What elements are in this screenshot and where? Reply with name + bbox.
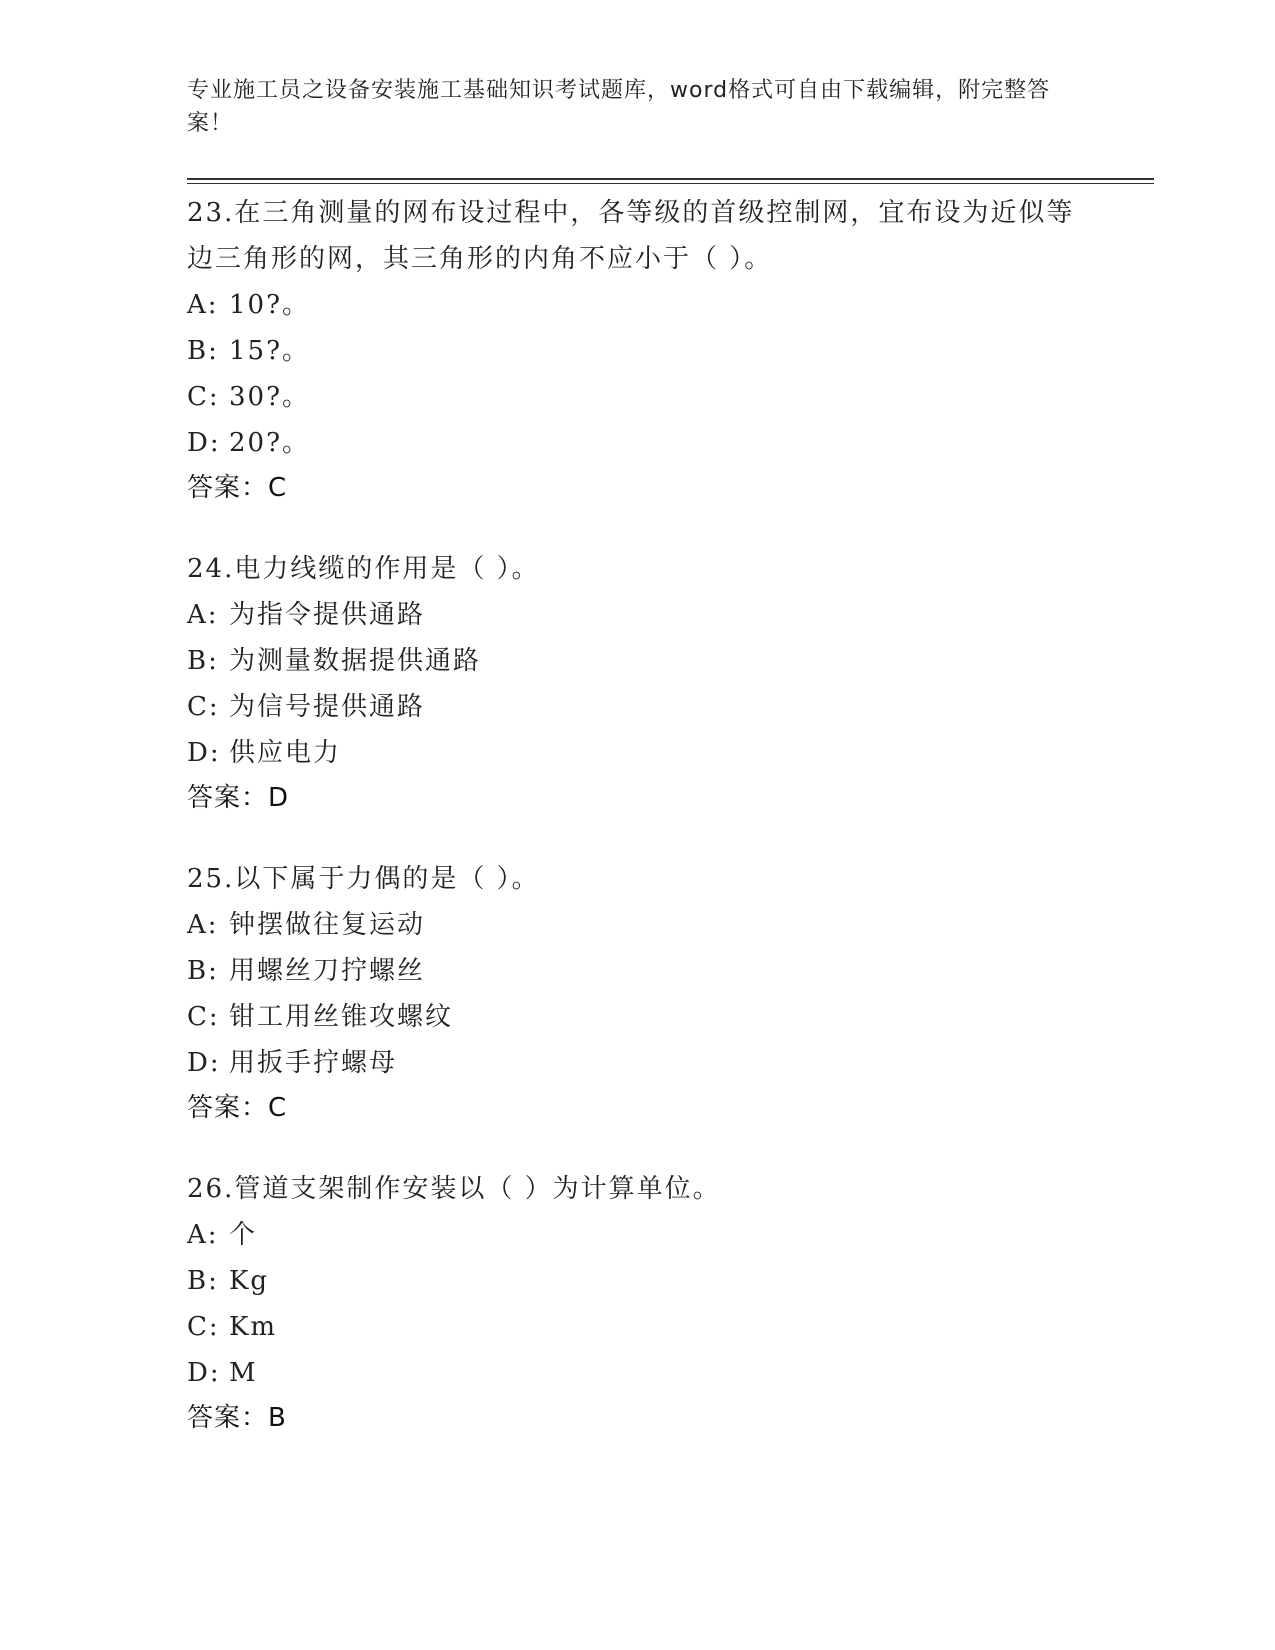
option-b: [187, 328, 1087, 374]
question-list: [187, 188, 1087, 1474]
option-text: 供应电力: [229, 738, 342, 768]
option-text: 15?。: [229, 336, 311, 366]
question-26: [187, 1164, 1087, 1440]
option-key: A:: [187, 600, 219, 630]
option-key: A:: [187, 1220, 219, 1250]
option-key: B:: [187, 646, 219, 676]
option-b: [187, 948, 1087, 994]
option-a: [187, 902, 1087, 948]
option-text: M: [229, 1358, 258, 1388]
option-text: 个: [229, 1220, 258, 1250]
option-d: [187, 420, 1087, 466]
question-stem: 25.以下属于力偶的是（ ）。: [187, 864, 540, 894]
option-a: [187, 592, 1087, 638]
option-key: D:: [187, 738, 221, 768]
option-b: [187, 1258, 1087, 1304]
question-23: [187, 188, 1087, 510]
option-a: [187, 282, 1087, 328]
option-c: [187, 684, 1087, 730]
option-key: D:: [187, 1358, 221, 1388]
option-text: Km: [229, 1312, 278, 1342]
option-b: [187, 638, 1087, 684]
option-key: B:: [187, 1266, 219, 1296]
option-key: B:: [187, 336, 219, 366]
option-text: 用扳手拧螺母: [229, 1048, 398, 1078]
option-key: C:: [187, 692, 220, 722]
option-key: A:: [187, 290, 219, 320]
option-d: [187, 1040, 1087, 1086]
answer-line: 答案：C: [187, 1093, 288, 1123]
question-25: [187, 854, 1087, 1130]
option-key: C:: [187, 1002, 220, 1032]
option-text: 钟摆做往复运动: [229, 910, 426, 940]
option-a: [187, 1212, 1087, 1258]
document-header: 专业施工员之设备安装施工基础知识考试题库，word格式可自由下载编辑，附完整答案！: [187, 78, 1051, 136]
question-stem: 26.管道支架制作安装以（ ）为计算单位。: [187, 1174, 721, 1204]
header-divider-top: [187, 178, 1154, 180]
option-text: 为信号提供通路: [229, 692, 426, 722]
option-c: [187, 374, 1087, 420]
answer-line: 答案：B: [187, 1403, 287, 1433]
option-d: [187, 1350, 1087, 1396]
option-key: C:: [187, 382, 220, 412]
option-key: D:: [187, 428, 221, 458]
option-text: 为指令提供通路: [229, 600, 426, 630]
option-c: [187, 994, 1087, 1040]
option-text: 为测量数据提供通路: [229, 646, 482, 676]
answer-line: 答案：C: [187, 473, 288, 503]
answer-line: 答案：D: [187, 783, 290, 813]
option-key: D:: [187, 1048, 221, 1078]
option-key: C:: [187, 1312, 220, 1342]
option-key: A:: [187, 910, 219, 940]
option-c: [187, 1304, 1087, 1350]
option-text: 30?。: [229, 382, 311, 412]
question-24: [187, 544, 1087, 820]
option-text: 用螺丝刀拧螺丝: [229, 956, 426, 986]
option-key: B:: [187, 956, 219, 986]
option-d: [187, 730, 1087, 776]
header-divider-bottom: [187, 183, 1154, 184]
option-text: 钳工用丝锥攻螺纹: [229, 1002, 454, 1032]
question-stem: 24.电力线缆的作用是（ ）。: [187, 554, 540, 584]
question-stem: 23.在三角测量的网布设过程中，各等级的首级控制网，宜布设为近似等边三角形的网，其三角形的内角不应小于（ ）。: [187, 198, 1075, 274]
option-text: 20?。: [229, 428, 311, 458]
option-text: 10?。: [229, 290, 311, 320]
option-text: Kg: [229, 1266, 270, 1296]
